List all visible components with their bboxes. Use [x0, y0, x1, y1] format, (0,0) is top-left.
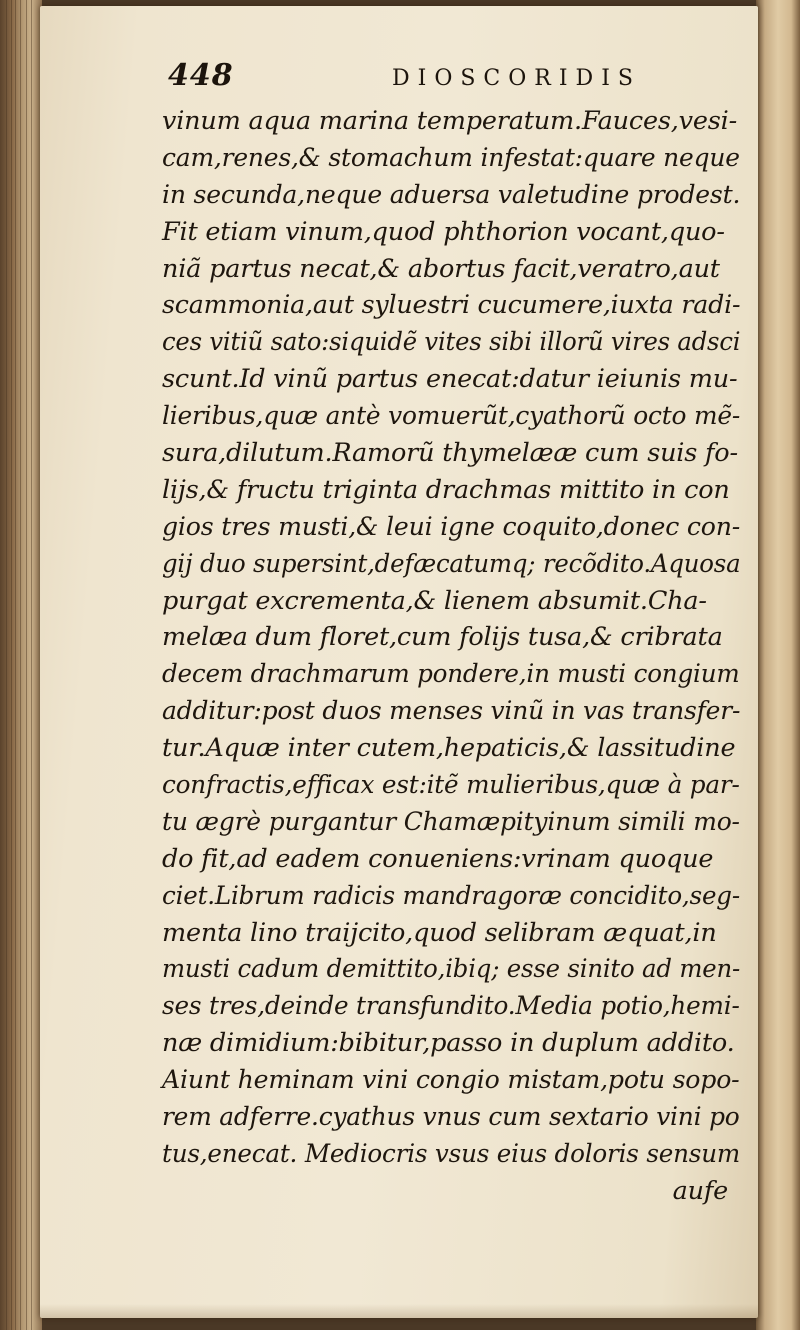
text-line: ses tres,deinde transfundito.Media potio,hemi-: [162, 991, 740, 1022]
text-line: gios tres musti,& leui igne coquito,donec con-: [162, 511, 741, 542]
text-line: menta lino traijcito,quod selibram æquat,in: [162, 917, 717, 948]
text-line: gij duo supersint,defæcatumq; recõdito.Aquosa: [162, 548, 741, 579]
binding-edge: [0, 0, 42, 1330]
text-line: scunt.Id vinũ partus enecat:datur ieiunis mu-: [162, 364, 738, 395]
running-head: [168, 56, 641, 96]
text-line: tu ægrè purgantur Chamæpityinum simili mo-: [162, 806, 740, 837]
text-line: decem drachmarum pondere,in musti congium: [162, 659, 740, 690]
page-number: 448: [168, 58, 234, 93]
text-line: Fit etiam vinum,quod phthorion vocant,quo-: [162, 216, 725, 247]
text-line: tus,enecat. Mediocris vsus eius doloris sensum: [162, 1138, 741, 1169]
text-line: rem adferre.cyathus vnus cum sextario vini po: [162, 1102, 740, 1133]
text-line: purgat excrementa,& lienem absumit.Cha-: [162, 585, 707, 616]
text-line: sura,dilutum.Ramorũ thymelææ cum suis fo-: [162, 438, 738, 469]
text-line: confractis,efficax est:itẽ mulieribus,quæ à par-: [162, 770, 740, 801]
text-line: melæa dum floret,cum folijs tusa,& cribrata: [162, 622, 723, 653]
body-text: [162, 103, 742, 1210]
text-line: lijs,& fructu triginta drachmas mittito in con: [162, 474, 730, 505]
text-line: scammonia,aut syluestri cucumere,iuxta radi-: [162, 290, 741, 321]
text-line: ces vitiũ sato:siquidẽ vites sibi illorũ vires adsci: [162, 327, 741, 358]
text-line: additur:post duos menses vinũ in vas transfer-: [162, 696, 741, 727]
text-line: in secunda,neque aduersa valetudine prodest.: [162, 179, 741, 210]
running-title: DIOSCORIDIS: [392, 66, 641, 91]
text-line: næ dimidium:bibitur,passo in duplum addito.: [162, 1028, 735, 1059]
text-line: tur.Aquæ inter cutem,hepaticis,& lassitudine: [162, 733, 736, 764]
next-page-edge: [756, 0, 800, 1330]
catchword: aufe: [672, 1175, 728, 1206]
text-line: vinum aqua marina temperatum.Fauces,vesi-: [162, 106, 738, 136]
text-line: cam,renes,& stomachum infestat:quare neque: [162, 142, 740, 173]
text-line: lieribus,quæ antè vomuerũt,cyathorũ octo mẽ-: [162, 401, 741, 432]
text-line: do fit,ad eadem conueniens:vrinam quoque: [162, 843, 714, 874]
text-line: niã partus necat,& abortus facit,veratro,aut: [162, 253, 720, 284]
text-line: Aiunt heminam vini congio mistam,potu sopo-: [162, 1065, 740, 1096]
text-line: ciet.Librum radicis mandragoræ concidito,seg-: [162, 880, 740, 911]
text-line: musti cadum demittito,ibiq; esse sinito ad men-: [162, 954, 741, 985]
